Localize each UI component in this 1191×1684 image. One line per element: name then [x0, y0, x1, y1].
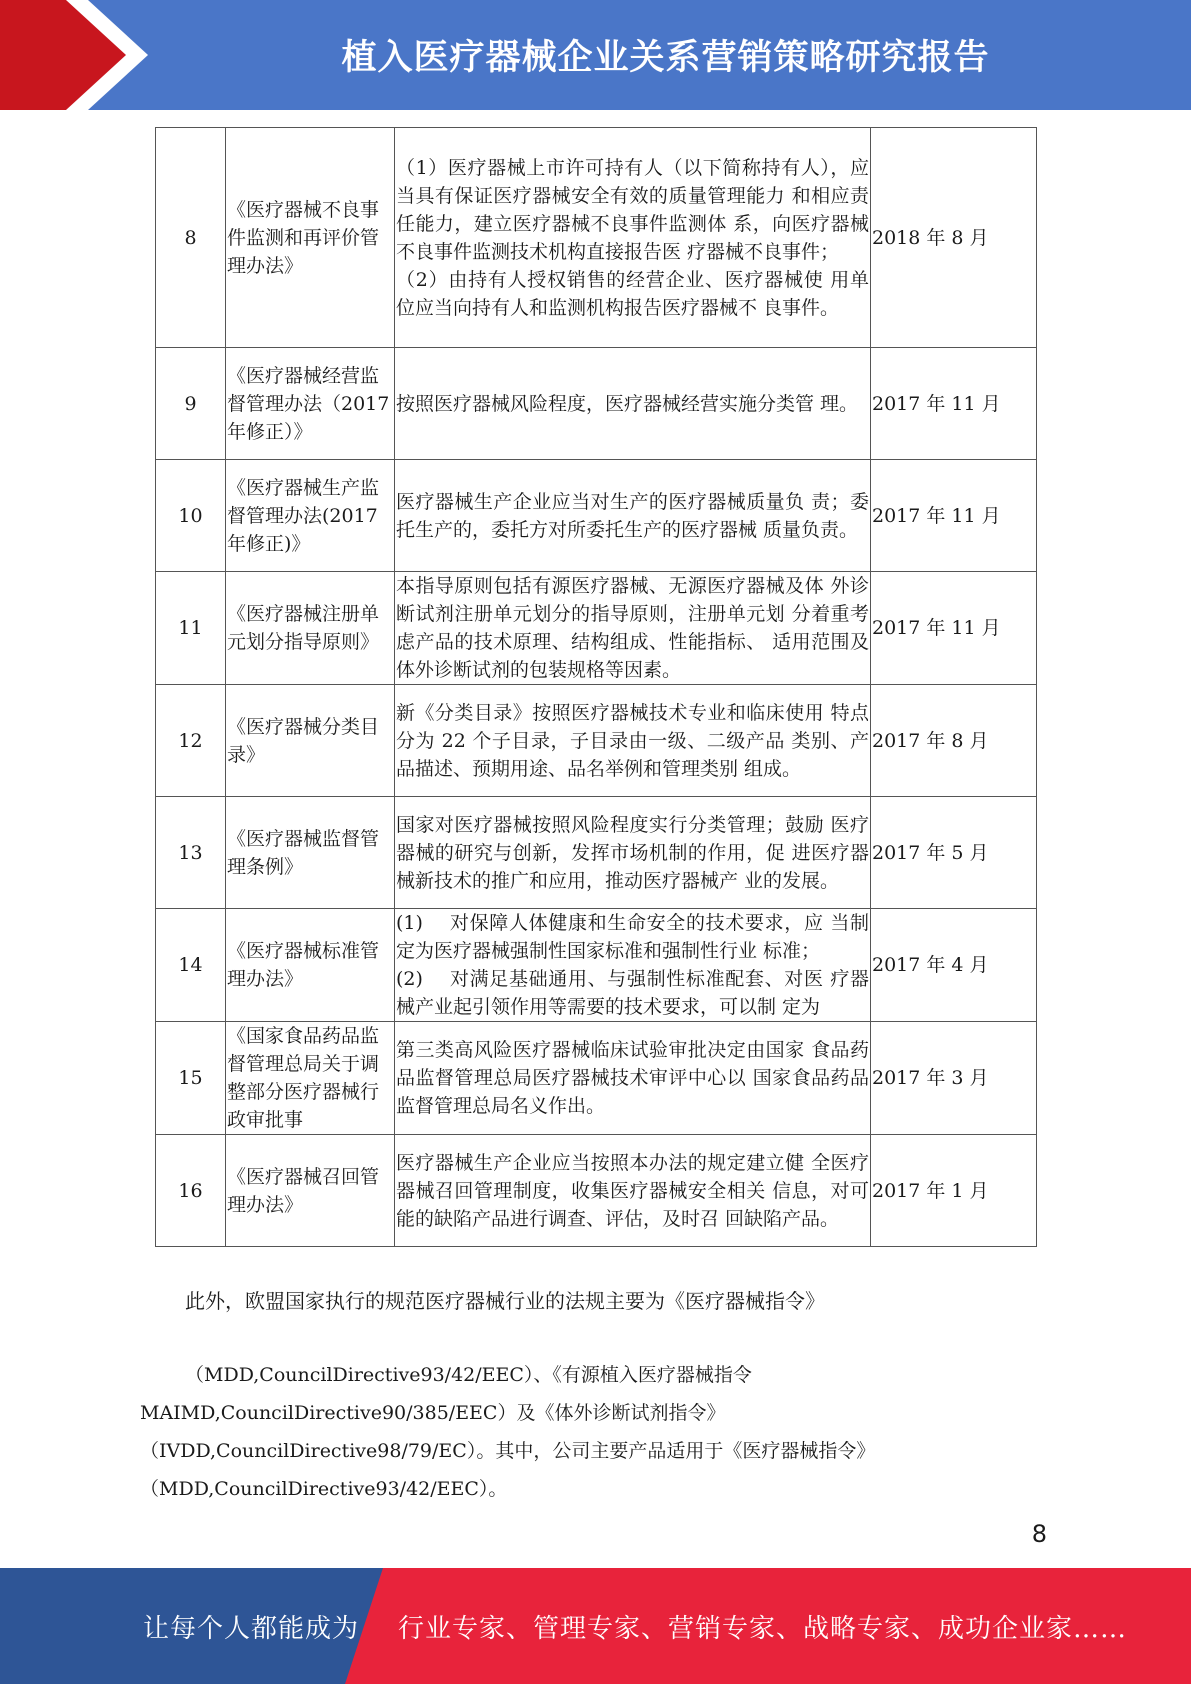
directive-line: （MDD,CouncilDirective93/42/EEC）、《有源植入医疗器械指令	[185, 1364, 752, 1386]
table-row	[156, 909, 1037, 1022]
effective-date: 2017 年 8 月	[871, 685, 1037, 797]
directive-line: MAIMD,CouncilDirective90/385/EEC）及《体外诊断试剂指令》	[140, 1402, 726, 1424]
regulation-content: 按照医疗器械风险程度，医疗器械经营实施分类管 理。	[395, 348, 871, 460]
regulation-content: 新《分类目录》按照医疗器械技术专业和临床使用 特点分为 22 个子目录，子目录由一级、二级产品 类别、产品描述、预期用途、品名举例和管理类别 组成。	[395, 685, 871, 797]
table-row	[156, 685, 1037, 797]
row-number: 8	[156, 128, 226, 348]
effective-date: 2017 年 11 月	[871, 460, 1037, 572]
regulation-name: 《医疗器械经营监督管理办法（2017 年修正）》	[226, 348, 395, 460]
regulation-name: 《医疗器械注册单元划分指导原则》	[226, 572, 395, 685]
effective-date: 2018 年 8 月	[871, 128, 1037, 348]
table-row	[156, 797, 1037, 909]
row-number: 10	[156, 460, 226, 572]
effective-date: 2017 年 11 月	[871, 572, 1037, 685]
regulation-content: （1）医疗器械上市许可持有人（以下简称持有人），应当具有保证医疗器械安全有效的质量管理能力 和相应责任能力，建立医疗器械不良事件监测体 系，向医疗器械不良事件监测技术机构直接报告医 疗器械不良事件； （2）由持有人授权销售的经营企业、医疗器械使 用单位应当向持有人和监测机构报告医疗器械不 良事件。	[395, 128, 871, 348]
table-row	[156, 460, 1037, 572]
page-footer	[0, 1568, 1191, 1684]
regulation-content: (1) 对保障人体健康和生命安全的技术要求，应 当制定为医疗器械强制性国家标准和强制性行业 标准； (2) 对满足基础通用、与强制性标准配套、对医 疗器械产业起引领作用等需要的技术要求，可以制 定为	[395, 909, 871, 1022]
regulation-content: 本指导原则包括有源医疗器械、无源医疗器械及体 外诊断试剂注册单元划分的指导原则，注册单元划 分着重考虑产品的技术原理、结构组成、性能指标、 适用范围及体外诊断试剂的包装规格等因素。	[395, 572, 871, 685]
footer-slogan-right: 行业专家、管理专家、营销专家、战略专家、成功企业家……	[398, 1614, 1128, 1644]
table-row	[156, 572, 1037, 685]
regulation-name: 《医疗器械不良事件监测和再评价管理办法》	[226, 128, 395, 348]
regulation-content: 第三类高风险医疗器械临床试验审批决定由国家 食品药品监督管理总局医疗器械技术审评中心以 国家食品药品监督管理总局名义作出。	[395, 1022, 871, 1135]
regulation-table-body	[156, 128, 1037, 1247]
regulation-content: 医疗器械生产企业应当对生产的医疗器械质量负 责；委托生产的，委托方对所委托生产的医疗器械 质量负责。	[395, 460, 871, 572]
row-number: 11	[156, 572, 226, 685]
page-number: 8	[1031, 1520, 1047, 1548]
effective-date: 2017 年 4 月	[871, 909, 1037, 1022]
row-number: 15	[156, 1022, 226, 1135]
regulation-content: 医疗器械生产企业应当按照本办法的规定建立健 全医疗器械召回管理制度，收集医疗器械安全相关 信息，对可能的缺陷产品进行调查、评估，及时召 回缺陷产品。	[395, 1135, 871, 1247]
regulation-name: 《医疗器械召回管理办法》	[226, 1135, 395, 1247]
regulation-name: 《国家食品药品监督管理总局关于调整部分医疗器械行政审批事	[226, 1022, 395, 1135]
table-row	[156, 1135, 1037, 1247]
row-number: 12	[156, 685, 226, 797]
page-header	[0, 0, 1191, 110]
regulation-table	[155, 127, 1037, 1247]
table-row	[156, 348, 1037, 460]
effective-date: 2017 年 11 月	[871, 348, 1037, 460]
row-number: 14	[156, 909, 226, 1022]
regulation-name: 《医疗器械监督管理条例》	[226, 797, 395, 909]
table-row	[156, 1022, 1037, 1135]
page-title: 植入医疗器械企业关系营销策略研究报告	[341, 38, 990, 78]
row-number: 16	[156, 1135, 226, 1247]
table-row	[156, 128, 1037, 348]
regulation-content: 国家对医疗器械按照风险程度实行分类管理；鼓励 医疗器械的研究与创新，发挥市场机制的作用，促 进医疗器械新技术的推广和应用，推动医疗器械产 业的发展。	[395, 797, 871, 909]
effective-date: 2017 年 1 月	[871, 1135, 1037, 1247]
effective-date: 2017 年 5 月	[871, 797, 1037, 909]
regulation-name: 《医疗器械生产监督管理办法(2017 年修正)》	[226, 460, 395, 572]
header-arrow-icon	[0, 0, 160, 110]
directive-line: （IVDD,CouncilDirective98/79/EC）。其中，公司主要产品适用于《医疗器械指令》	[140, 1440, 876, 1462]
paragraph-eu-regulations: 此外，欧盟国家执行的规范医疗器械行业的法规主要为《医疗器械指令》	[185, 1289, 825, 1313]
row-number: 9	[156, 348, 226, 460]
effective-date: 2017 年 3 月	[871, 1022, 1037, 1135]
paragraph-directives	[140, 1356, 1100, 1508]
directive-line: （MDD,CouncilDirective93/42/EEC）。	[140, 1478, 508, 1500]
regulation-name: 《医疗器械标准管理办法》	[226, 909, 395, 1022]
regulation-name: 《医疗器械分类目录》	[226, 685, 395, 797]
footer-slogan-left: 让每个人都能成为	[143, 1614, 360, 1644]
row-number: 13	[156, 797, 226, 909]
